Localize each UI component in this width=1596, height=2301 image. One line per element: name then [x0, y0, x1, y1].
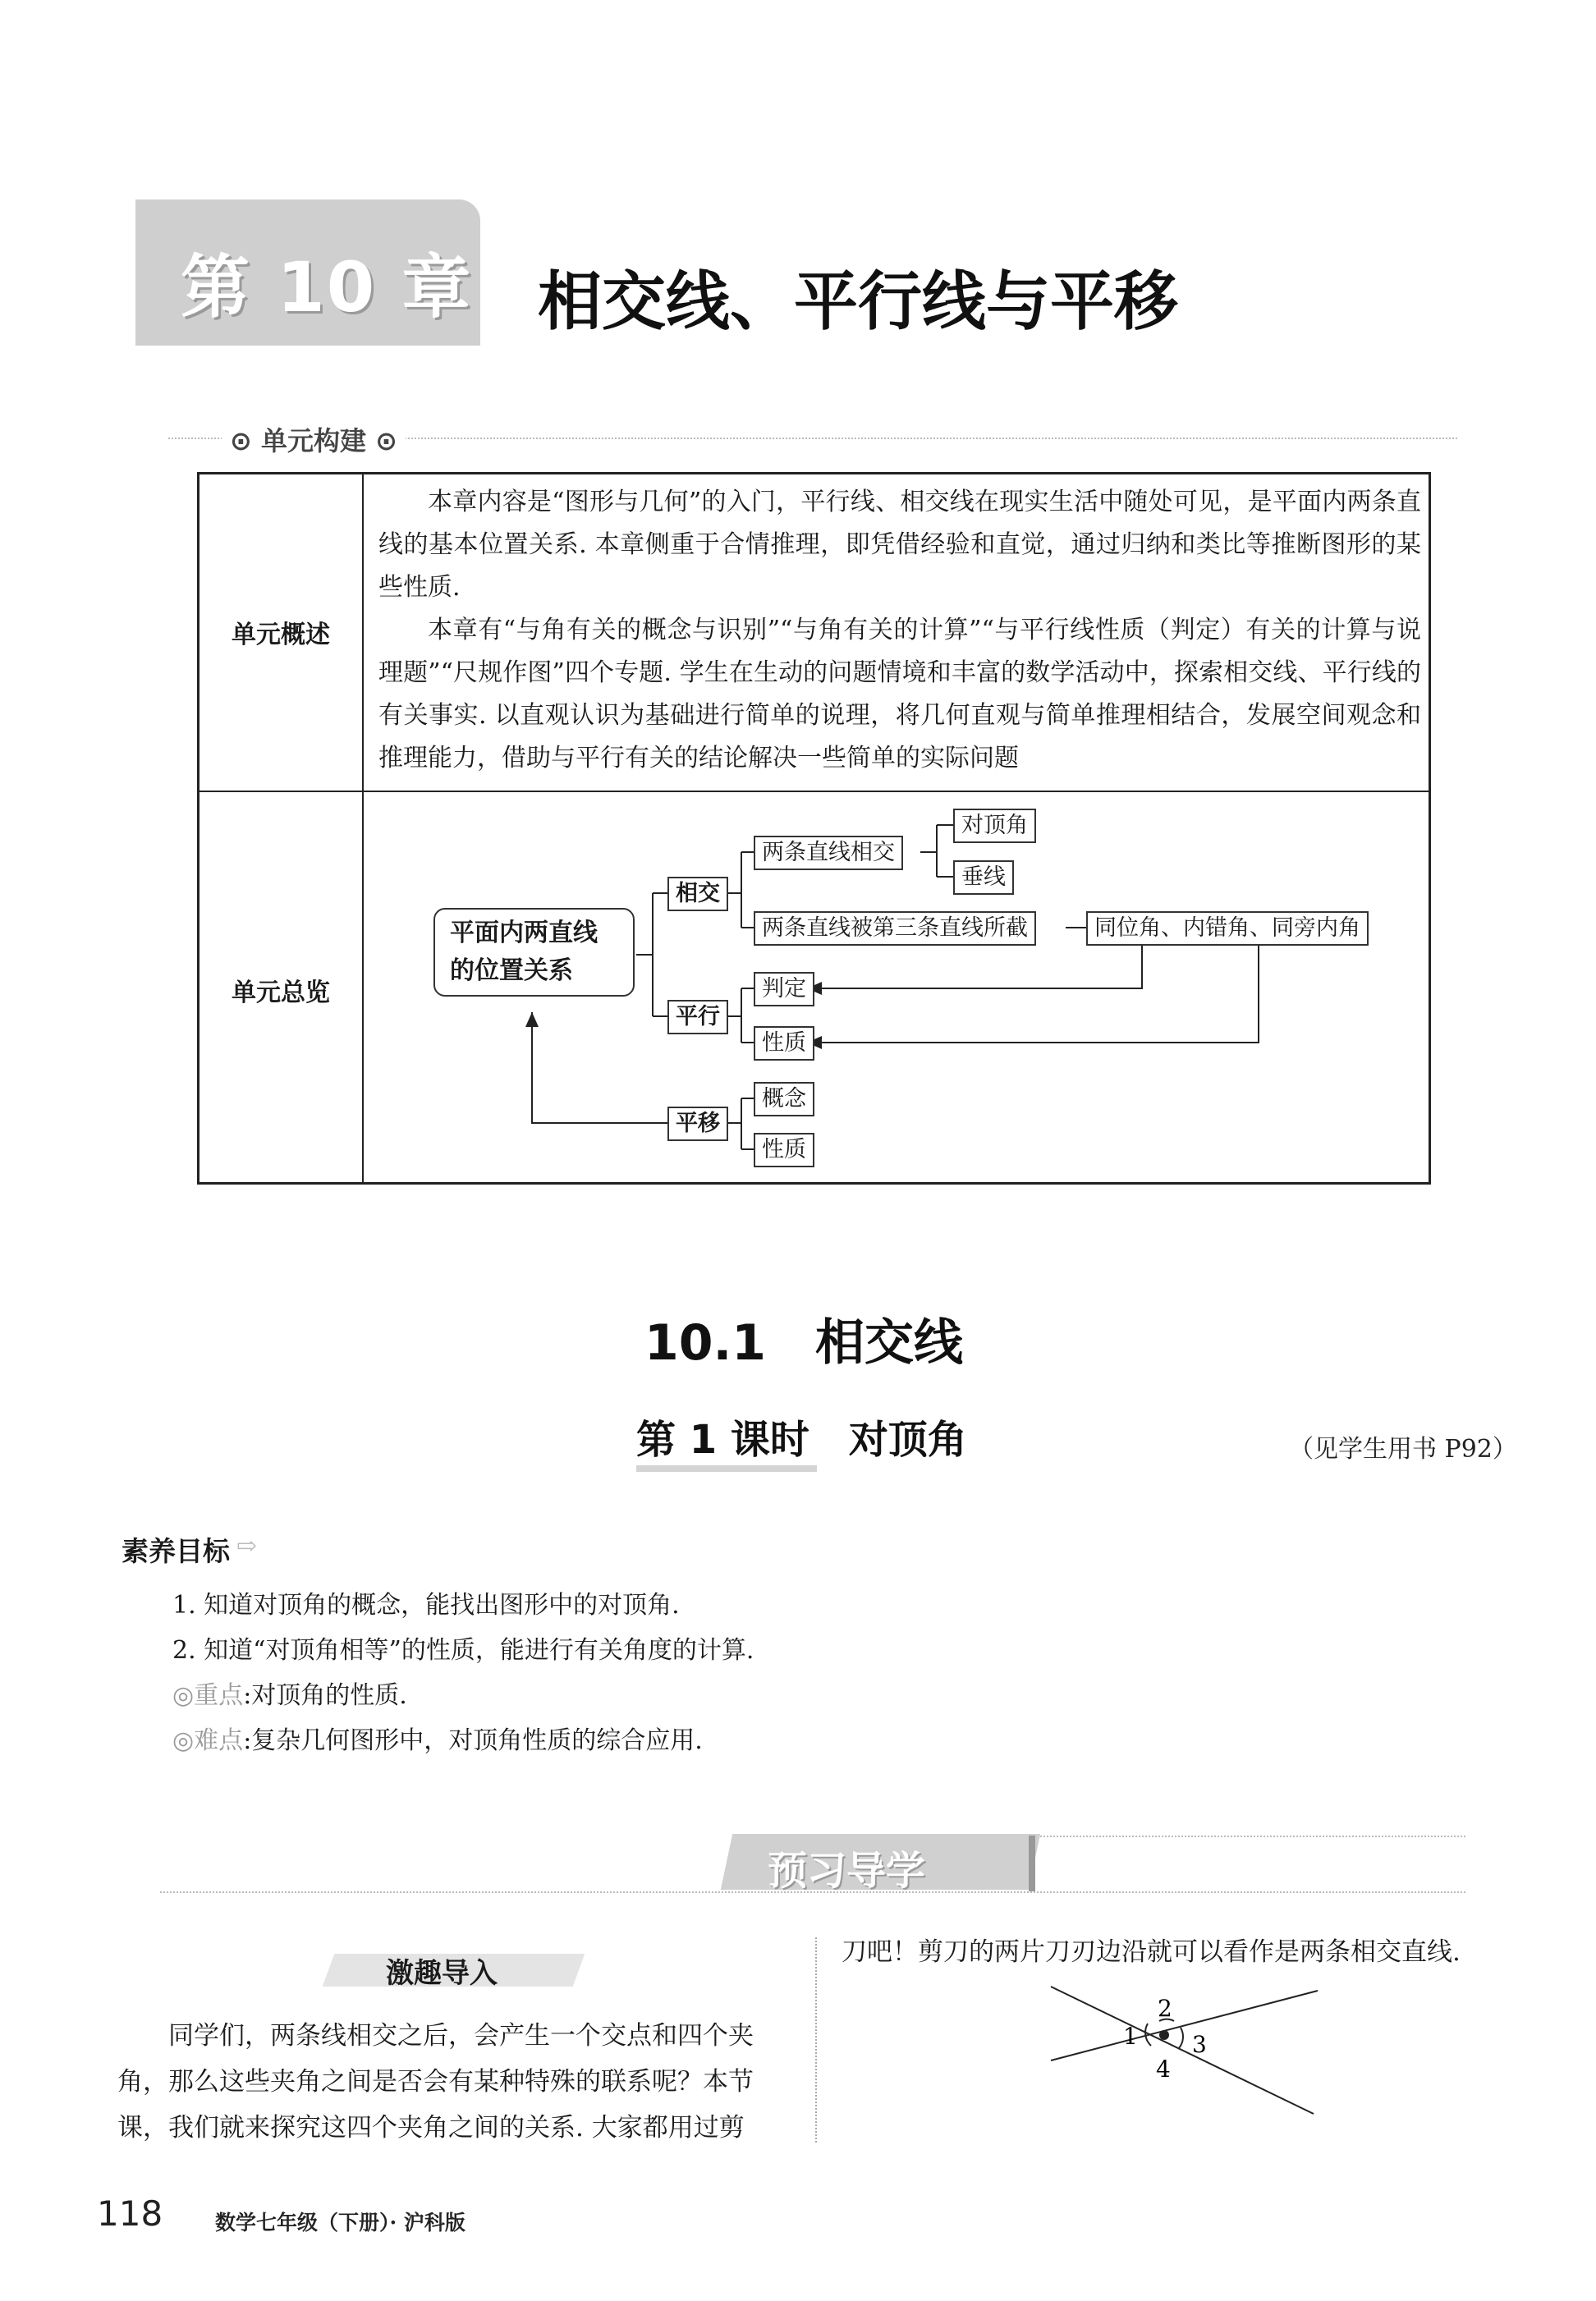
chapter-number: 第 10 章: [181, 247, 473, 328]
diagram-node-perpendicular: 垂线: [953, 860, 1014, 895]
reference-note: （见学生用书 P92）: [1289, 1435, 1517, 1464]
interest-heading: 激趣导入: [386, 1957, 498, 1990]
goal-item: 1. 知道对顶角的概念，能找出图形中的对顶角.: [172, 1591, 680, 1620]
intro-line: 课，我们就来探究这四个夹角之间的关系. 大家都用过剪: [117, 2113, 745, 2143]
overview-label: 单元概述: [232, 621, 330, 649]
diagram-node-two-lines-intersect: 两条直线相交: [754, 836, 903, 870]
column-divider: [815, 1937, 817, 2143]
diagram-node-intersect: 相交: [667, 877, 728, 911]
diagram-node-translation: 平移: [667, 1107, 728, 1141]
angle-label-2: 2: [1158, 1995, 1172, 2022]
angle-label-4: 4: [1156, 2056, 1171, 2083]
key-point: [172, 1675, 407, 1711]
key-point-text: :对顶角的性质.: [243, 1681, 407, 1710]
overview-paragraph: 本章内容是“图形与几何”的入门，平行线、相交线在现实生活中随处可见，是平面内两条直线的基本位置关系. 本章侧重于合情推理，即凭借经验和直觉，通过归纳和类比等推断图形的某些性质.: [378, 488, 1421, 602]
preview-banner-bar: [1029, 1836, 1035, 1891]
diagram-root-line: 的位置关系: [450, 956, 573, 985]
diagram-node-concept: 概念: [754, 1082, 814, 1116]
difficult-point-mark: ◎难点: [172, 1726, 244, 1755]
goal-item: 2. 知道“对顶角相等”的性质，能进行有关角度的计算.: [172, 1636, 754, 1665]
diagram-node-angle-types: 同位角、内错角、同旁内角: [1086, 911, 1369, 946]
chapter-title: 相交线、平行线与平移: [538, 265, 1179, 339]
goals-arrow-icon: ⇨: [236, 1532, 258, 1561]
diagram-node-property: 性质: [754, 1026, 814, 1061]
goals-heading: 素养目标: [122, 1535, 230, 1567]
unit-table: [197, 472, 1431, 1185]
preview-banner-title: 预习导学: [768, 1848, 926, 1894]
unit-heading: ⊙ 单元构建 ⊙: [222, 420, 406, 458]
lesson-title-underline: [636, 1465, 817, 1472]
key-point-mark: ◎重点: [172, 1681, 244, 1710]
diagram-root-line: 平面内两直线: [450, 919, 598, 947]
angle-label-3: 3: [1192, 2031, 1207, 2058]
overview-paragraph: 本章有“与角有关的概念与识别”“与角有关的计算”“与平行线性质（判定）有关的计算与说理题”“尺规作图”四个专题. 学生在生动的问题情境和丰富的数学活动中，探索相交线、平行线的有关事实. 以直观认识为基础进行简单的说理，将几何直观与简单推理相结合，发展空间观念和推理能力，借助与平行有关的结论解决一些简单的实际问题: [378, 616, 1421, 772]
structure-diagram-lines: [200, 474, 1429, 1182]
intersecting-lines-figure: [1034, 1970, 1338, 2134]
angle-label-1: 1: [1123, 2023, 1138, 2050]
intro-line-right: 刀吧！剪刀的两片刀刃边沿就可以看作是两条相交直线.: [842, 1937, 1461, 1967]
difficult-point-text: :复杂几何图形中，对顶角性质的综合应用.: [243, 1726, 703, 1755]
diagram-node-criteria: 判定: [754, 972, 814, 1006]
difficult-point: [172, 1720, 703, 1756]
diagram-node-vertical-angle: 对顶角: [953, 809, 1036, 843]
intro-line: 同学们，两条线相交之后，会产生一个交点和四个夹: [168, 2021, 754, 2051]
diagram-node-parallel: 平行: [667, 1000, 728, 1034]
footer-book-title: 数学七年级（下册）· 沪科版: [215, 2211, 466, 2235]
page-number: 118: [97, 2193, 163, 2234]
summary-label: 单元总览: [232, 979, 330, 1007]
chapter-badge: [135, 199, 480, 346]
diagram-root-box: [433, 908, 635, 997]
diagram-node-property: 性质: [754, 1133, 814, 1167]
lesson-title: 第 1 课时 对顶角: [636, 1417, 967, 1463]
section-title: 10.1 相交线: [644, 1314, 964, 1372]
intro-line: 角，那么这些夹角之间是否会有某种特殊的联系呢？本节: [117, 2067, 754, 2097]
diagram-node-cut-by-third: 两条直线被第三条直线所截: [754, 911, 1036, 946]
